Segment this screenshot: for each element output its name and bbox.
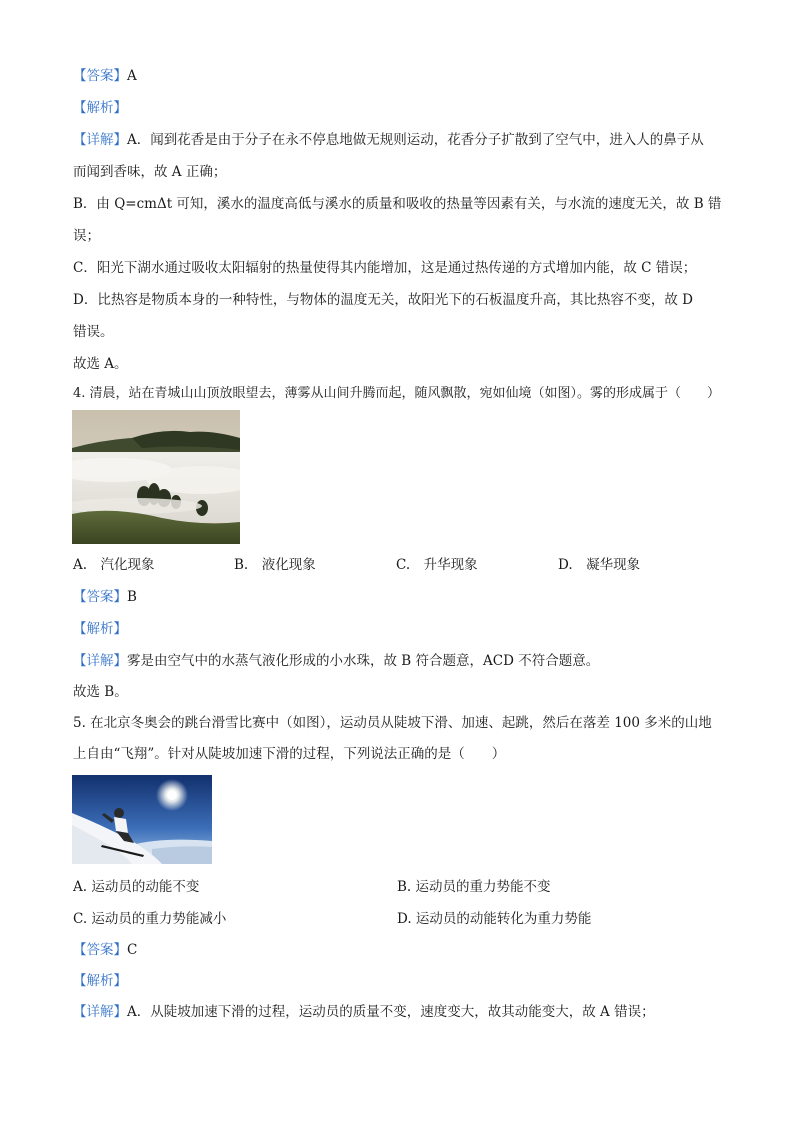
q3-detail-a-line1: 【详解】A．闻到花香是由于分子在永不停息地做无规则运动，花香分子扩散到了空气中，进入人的鼻子从 [73,132,704,148]
q4-option-c: C. 升华现象 [396,557,478,573]
q3-detail-d-line2: 错误。 [73,324,114,340]
answer-value: B [127,589,137,605]
q5-stem-line2: 上自由“飞翔”。针对从陡坡加速下滑的过程，下列说法正确的是（ ） [73,746,506,762]
analysis-tag: 【解析】 [73,973,127,989]
q4-answer-line [73,587,137,607]
answer-value: C [127,942,138,958]
q3-detail-b-line2: 误； [73,228,100,244]
q5-answer-line [73,940,137,960]
detail-tag: 【详解】 [73,1004,127,1020]
q3-detail-d-line1: D．比热容是物质本身的一种特性，与物体的温度无关，故阳光下的石板温度升高，其比热容不变，故 D [73,292,693,308]
answer-tag: 【答案】 [73,942,127,958]
q5-stem-line1: 5. 在北京冬奥会的跳台滑雪比赛中（如图），运动员从陡坡下滑、加速、起跳，然后在落差 100 多米的山地 [73,715,712,731]
analysis-tag: 【解析】 [73,100,127,116]
q3-detail-b-line1: B．由 Q=cmΔt 可知，溪水的温度高低与溪水的质量和吸收的热量等因素有关，与水流的速度无关，故 B 错 [73,196,722,212]
answer-tag: 【答案】 [73,589,127,605]
q4-option-b: B. 液化现象 [234,557,316,573]
q4-conclusion: 故选 B。 [73,684,128,700]
detail-tag: 【详解】 [73,132,127,148]
q3-conclusion: 故选 A。 [73,356,128,372]
answer-tag: 【答案】 [73,68,127,84]
q5-option-b: B. 运动员的重力势能不变 [397,879,551,895]
q4-detail: 【详解】雾是由空气中的水蒸气液化形成的小水珠，故 B 符合题意，ACD 不符合题意。 [73,653,600,669]
misty-mountain-photo [72,410,240,544]
answer-value: A [127,68,137,84]
q4-option-d: D. 凝华现象 [558,557,641,573]
detail-tag: 【详解】 [73,653,127,669]
q5-option-a: A. 运动员的动能不变 [73,879,200,895]
q5-detail-a: 【详解】A．从陡坡加速下滑的过程，运动员的质量不变，速度变大，故其动能变大，故 A 错误； [73,1004,655,1020]
q3-answer-line [73,66,137,86]
q4-stem: 4. 清晨，站在青城山山顶放眼望去，薄雾从山间升腾而起，随风飘散，宛如仙境（如图）。雾的形成属于（ ） [73,386,721,401]
analysis-tag: 【解析】 [73,621,127,637]
q5-option-c: C. 运动员的重力势能减小 [73,911,227,927]
q3-detail-c: C．阳光下湖水通过吸收太阳辐射的热量使得其内能增加，这是通过热传递的方式增加内能，故 C 错误； [73,260,697,276]
q5-option-d: D. 运动员的动能转化为重力势能 [397,911,592,927]
q3-detail-a-line2: 而闻到香味，故 A 正确； [73,164,227,180]
ski-jumper-photo [72,775,212,864]
q4-option-a: A. 汽化现象 [73,557,155,573]
